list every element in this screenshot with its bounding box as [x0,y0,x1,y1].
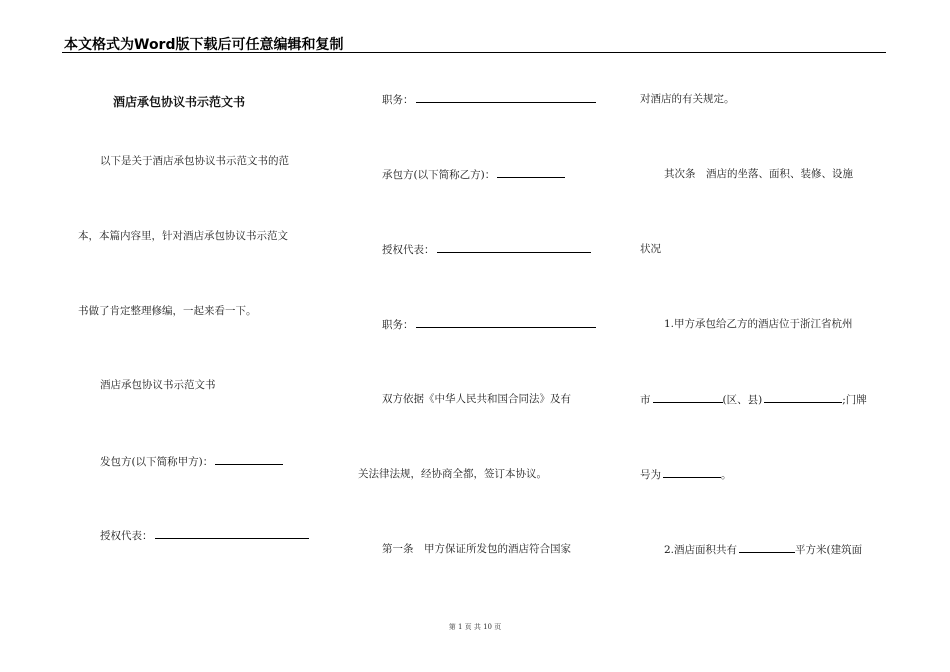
party-b-label: 承包方(以下简称乙方)： [382,169,496,181]
party-b-blank [497,167,565,178]
col2-line-6: 关法律法规，经协商全都，签订本协议。 [358,468,547,480]
number-label: 号为 [640,469,661,481]
party-a-blank [215,454,283,465]
col1-line-1: 以下是关于酒店承包协议书示范文书的范 [100,155,289,167]
area-blank [739,542,795,553]
number-blank [663,467,721,478]
col2-line-7: 第一条 甲方保证所发包的酒店符合国家 [382,543,571,555]
col3-line-5 [640,392,867,407]
city-blank [653,392,723,403]
col2-line-2 [382,167,565,182]
col1-line-5 [100,454,283,469]
party-b-rep-label: 授权代表： [382,244,435,256]
col3-line-1: 对酒店的有关规定。 [640,93,735,105]
party-a-rep-label: 授权代表： [100,530,153,542]
district-blank [764,392,842,403]
door-number-label: ;门牌 [842,394,867,406]
col3-line-7 [664,542,862,557]
party-b-rep-blank [437,242,591,253]
col1-line-6 [100,528,309,543]
col2-line-1 [382,92,596,107]
position-blank-2 [416,317,596,328]
position-blank-1 [416,92,596,103]
page-number: 第 1 页 共 10 页 [448,623,502,631]
col1-line-4: 酒店承包协议书示范文书 [100,379,216,391]
col2-line-5: 双方依据《中华人民共和国合同法》及有 [382,393,571,405]
document-title: 酒店承包协议书示范文书 [113,95,246,109]
area-unit: 平方米(建筑面 [795,544,863,556]
col3-line-6 [640,467,732,482]
party-a-rep-blank [155,528,309,539]
position-label-2: 职务： [382,319,414,331]
col2-line-3 [382,242,591,257]
district-label: (区、县) [722,394,763,406]
party-a-label: 发包方(以下简称甲方)： [100,456,214,468]
col3-line-3: 状况 [640,243,661,255]
col3-line-4: 1.甲方承包给乙方的酒店位于浙江省杭州 [664,318,853,330]
number-end: 。 [721,469,732,481]
header-divider [62,52,886,53]
city-label: 市 [640,394,651,406]
area-label: 2.酒店面积共有 [664,544,738,556]
position-label-1: 职务： [382,94,414,106]
col3-line-2: 其次条 酒店的坐落、面积、装修、设施 [664,168,853,180]
col2-line-4 [382,317,596,332]
col1-line-2: 本，本篇内容里，针对酒店承包协议书示范文 [78,230,288,242]
header-title: 本文格式为Word版下载后可任意编辑和复制 [64,37,344,53]
col1-line-3: 书做了肯定整理修编，一起来看一下。 [78,305,257,317]
